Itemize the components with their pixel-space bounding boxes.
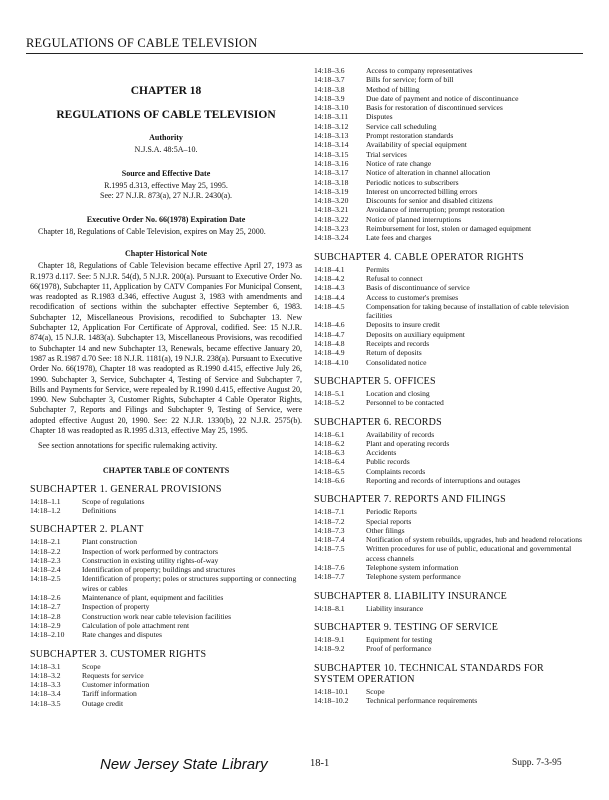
toc-row xyxy=(30,662,302,671)
section-title: Identification of property; poles or structures supporting or connecting wires or cables xyxy=(82,574,297,593)
toc-row xyxy=(314,448,584,457)
library-stamp: New Jersey State Library xyxy=(100,756,268,773)
toc-row xyxy=(314,430,584,439)
section-title: Public records xyxy=(366,457,410,467)
toc-row xyxy=(314,507,584,516)
toc-row xyxy=(314,526,584,535)
section-number: 14:18–1.2 xyxy=(30,505,61,515)
section-number: 14:18–4.1 xyxy=(314,264,345,274)
toc-row xyxy=(314,517,584,526)
section-title: Notification of system rebuilds, upgrades, hub and headend relocations xyxy=(366,535,582,545)
section-title: Identification of property; buildings and structures xyxy=(82,565,236,575)
toc-row xyxy=(30,671,302,680)
section-title: Equipment for testing xyxy=(366,634,433,644)
historical-note-text: Chapter 18, Regulations of Cable Television became effective April 27, 1973 as R.1973 d.117. See: 5 N.J.R. 54(d), 5 N.J.R. 200(a). Pursuant to Executive Order No. 66(1978), Subchapter 11, Application by CATV Companies For Municipal Consent, was readopted as R.1983 d.346, effective August 3, 1983 with amendments and recodification of sections within the subchapter effective September 6, 1983. Subchapter 12, Miscellaneous Provisions, recodified to Subchapter 13. New Subchapter 12, Application For Certificate of Approval, codified. See: 15 N.J.R. 874(a), 15 N.J.R. 1483(a). Subchapter 13, Miscellaneous Provisions, was recodified to Subchapter 14 and new Subchapter 13, Renewals, became effective January 20, 1987 as R.1987 d.70 See: 18 N.J.R. 1181(a), 19 N.J.R. 238(a). Pursuant to Executive Order No. 66(1978), Chapter 18 was readopted as R.1990 d.415, effective July 26, 1990. Subchapter 3, Service, Subchapter 4, Testing of Service and Subchapter 7, Bills and Payments for Service, were repealed by R.1990 d.415, effective August 20, 1990. New Subchapter 3, Customer Rights, Subchapter 4 Cable Operator Rights, Subchapter 7, Reports and Filings and Subchapter 9, Testing of Service, were adopted effective August 20, 1990. See: 22 N.J.R. 1330(b), 22 N.J.R. 2575(b). Chapter 18 was readopted as R.1995 d.313, effective May 25, 1995. xyxy=(30,261,302,436)
left-column xyxy=(30,66,302,708)
section-number: 14:18–1.1 xyxy=(30,496,61,506)
section-title: Bills for service; form of bill xyxy=(366,75,454,85)
subchapter-sections xyxy=(314,430,584,486)
section-title: Late fees and charges xyxy=(366,233,432,243)
section-number: 14:18–3.14 xyxy=(314,140,349,150)
section-title: Other filings xyxy=(366,525,405,535)
section-title: Inspection of property xyxy=(82,602,150,612)
section-title: Telephone system information xyxy=(366,563,459,573)
section-title: Deposits on auxiliary equipment xyxy=(366,329,465,339)
section-number: 14:18–3.10 xyxy=(314,103,349,113)
section-number: 14:18–4.9 xyxy=(314,348,345,358)
chapter-label: CHAPTER 18 xyxy=(130,85,202,97)
section-number: 14:18–3.3 xyxy=(30,680,61,690)
section-title: Trial services xyxy=(366,149,407,159)
toc-row xyxy=(314,94,584,103)
section-title: Customer information xyxy=(82,680,150,690)
section-number: 14:18–10.2 xyxy=(314,695,349,705)
authority-text: N.J.S.A. 48:5A–10. xyxy=(134,145,198,154)
toc-row xyxy=(314,196,584,205)
section-title: Notice of rate change xyxy=(366,158,432,168)
section-number: 14:18–6.2 xyxy=(314,438,345,448)
section-title: Reimbursement for lost, stolen or damaged equipment xyxy=(366,224,532,234)
section-number: 14:18–3.4 xyxy=(30,689,61,699)
section-title: Return of deposits xyxy=(366,348,422,358)
subchapter-sections xyxy=(314,507,584,581)
section-number: 14:18–4.10 xyxy=(314,357,349,367)
section-number: 14:18–3.18 xyxy=(314,177,349,187)
toc-row xyxy=(314,140,584,149)
section-number: 14:18–7.1 xyxy=(314,507,345,517)
section-number: 14:18–2.2 xyxy=(30,546,61,556)
section-number: 14:18–6.4 xyxy=(314,457,345,467)
section-title: Scope xyxy=(366,686,385,696)
section-number: 14:18–10.1 xyxy=(314,686,349,696)
section-title: Disputes xyxy=(366,112,393,122)
subchapter-sections xyxy=(314,604,584,613)
toc-row xyxy=(30,689,302,698)
toc-right xyxy=(314,252,584,706)
section-number: 14:18–3.5 xyxy=(30,698,61,708)
section-title: Plant and operating records xyxy=(366,438,450,448)
section-number: 14:18–6.1 xyxy=(314,429,345,439)
toc-row xyxy=(314,112,584,121)
toc-row xyxy=(314,635,584,644)
section-number: 14:18–3.19 xyxy=(314,186,349,196)
section-number: 14:18–3.9 xyxy=(314,93,345,103)
section-title: Periodic Reports xyxy=(366,507,417,517)
toc-row xyxy=(314,75,584,84)
section-title: Scope xyxy=(82,661,101,671)
section-title: Inspection of work performed by contractors xyxy=(82,546,219,556)
toc-row xyxy=(314,439,584,448)
section-title: Refusal to connect xyxy=(366,273,423,283)
section-number: 14:18–3.12 xyxy=(314,121,349,131)
section-title: Requests for service xyxy=(82,670,144,680)
section-number: 14:18–7.5 xyxy=(314,544,345,554)
toc-row xyxy=(314,215,584,224)
toc-row xyxy=(314,358,584,367)
section-title: Proof of performance xyxy=(366,644,432,654)
toc-row xyxy=(314,131,584,140)
section-number: 14:18–4.5 xyxy=(314,301,345,311)
subchapter-sections xyxy=(30,537,302,639)
section-number: 14:18–3.8 xyxy=(314,84,345,94)
toc-row xyxy=(314,66,584,75)
section-title: Tariff information xyxy=(82,689,137,699)
section-title: Technical performance requirements xyxy=(366,695,478,705)
section-title: Definitions xyxy=(82,505,117,515)
section-title: Telephone system performance xyxy=(366,572,461,582)
section-number: 14:18–4.8 xyxy=(314,339,345,349)
section-number: 14:18–3.20 xyxy=(314,196,349,206)
supplement-date: Supp. 7-3-95 xyxy=(512,758,562,768)
section-title: Due date of payment and notice of discontinuance xyxy=(366,93,519,103)
toc-row xyxy=(314,572,584,581)
section-title: Construction work near cable television facilities xyxy=(82,611,232,621)
toc-row xyxy=(30,621,302,630)
toc-row xyxy=(314,168,584,177)
section-title: Plant construction xyxy=(82,537,138,547)
toc-row xyxy=(30,565,302,574)
section-title: Interest on uncorrected billing errors xyxy=(366,186,478,196)
section-title: Method of billing xyxy=(366,84,420,94)
toc-row xyxy=(30,593,302,602)
toc-row xyxy=(30,537,302,546)
toc-row xyxy=(314,187,584,196)
subchapter-sections xyxy=(314,687,584,706)
section-number: 14:18–2.5 xyxy=(30,574,61,584)
section-number: 14:18–4.7 xyxy=(314,329,345,339)
subchapter-heading: SUBCHAPTER 4. CABLE OPERATOR RIGHTS xyxy=(314,251,524,263)
section-number: 14:18–3.23 xyxy=(314,224,349,234)
section-title: Liability insurance xyxy=(366,603,424,613)
toc-row xyxy=(314,233,584,242)
toc-row xyxy=(314,348,584,357)
section-title: Permits xyxy=(366,264,390,274)
subchapter-sections xyxy=(314,265,584,367)
section-number: 14:18–4.4 xyxy=(314,292,345,302)
section-title: Basis of discontinuance of service xyxy=(366,283,470,293)
section-number: 14:18–6.3 xyxy=(314,448,345,458)
subchapter-heading: SUBCHAPTER 3. CUSTOMER RIGHTS xyxy=(30,648,207,660)
section-number: 14:18–9.2 xyxy=(314,644,345,654)
source-line-1: R.1995 d.313, effective May 25, 1995. xyxy=(104,181,228,190)
page-number: 18-1 xyxy=(310,758,330,769)
section-title: Rate changes and disputes xyxy=(82,630,162,640)
authority-heading: Authority xyxy=(149,133,183,142)
subchapter-heading: SUBCHAPTER 10. TECHNICAL STANDARDS FOR SYSTEM OPERATION xyxy=(314,662,544,685)
section-number: 14:18–7.4 xyxy=(314,535,345,545)
section-title: Notice of alteration in channel allocation xyxy=(366,168,491,178)
toc-row xyxy=(30,612,302,621)
subchapter-heading: SUBCHAPTER 2. PLANT xyxy=(30,524,144,536)
toc-row xyxy=(314,122,584,131)
section-number: 14:18–5.1 xyxy=(314,388,345,398)
toc-row xyxy=(30,556,302,565)
section-number: 14:18–3.17 xyxy=(314,168,349,178)
section-number: 14:18–3.11 xyxy=(314,112,349,122)
section-number: 14:18–3.15 xyxy=(314,149,349,159)
section-title: Accidents xyxy=(366,448,397,458)
subchapter-sections xyxy=(30,662,302,708)
toc-row xyxy=(314,178,584,187)
section-number: 14:18–9.1 xyxy=(314,634,345,644)
section-number: 14:18–2.7 xyxy=(30,602,61,612)
section-title: Periodic notices to subscribers xyxy=(366,177,459,187)
subchapter-heading: SUBCHAPTER 7. REPORTS AND FILINGS xyxy=(314,494,506,506)
section-number: 14:18–7.7 xyxy=(314,572,345,582)
executive-order-text: Chapter 18, Regulations of Cable Television, expires on May 25, 2000. xyxy=(38,227,266,236)
section-number: 14:18–2.8 xyxy=(30,611,61,621)
section-number: 14:18–2.10 xyxy=(30,630,65,640)
section-number: 14:18–2.4 xyxy=(30,565,61,575)
section-title: Availability of special equipment xyxy=(366,140,467,150)
section-title: Special reports xyxy=(366,516,412,526)
section-number: 14:18–4.3 xyxy=(314,283,345,293)
toc-row xyxy=(314,398,584,407)
toc-left xyxy=(30,484,302,708)
subchapter-heading: SUBCHAPTER 8. LIABILITY INSURANCE xyxy=(314,590,507,602)
section-title: Calculation of pole attachment rent xyxy=(82,620,190,630)
section-title: Access to company representatives xyxy=(366,66,473,75)
toc-row xyxy=(314,293,584,302)
section-title: Outage credit xyxy=(82,698,124,708)
toc-row xyxy=(314,224,584,233)
toc-row xyxy=(314,535,584,544)
toc-row xyxy=(314,339,584,348)
section-title: Construction in existing utility rights-of-way xyxy=(82,555,219,565)
section-number: 14:18–3.21 xyxy=(314,205,349,215)
section-number: 14:18–6.5 xyxy=(314,466,345,476)
section-title: Availability of records xyxy=(366,429,435,439)
toc-row xyxy=(314,274,584,283)
toc-row xyxy=(30,497,302,506)
section-number: 14:18–2.9 xyxy=(30,620,61,630)
section-number: 14:18–3.1 xyxy=(30,661,61,671)
toc-row xyxy=(314,265,584,274)
section-title: Avoidance of interruption; prompt restoration xyxy=(366,205,505,215)
toc-row xyxy=(30,699,302,708)
header-rule xyxy=(26,53,583,54)
section-number: 14:18–2.3 xyxy=(30,555,61,565)
section-title: Written procedures for use of public, educational and governmental access channels xyxy=(366,544,572,563)
section-title: Receipts and records xyxy=(366,339,430,349)
subchapter-sections xyxy=(314,635,584,654)
historical-note-see-also: See section annotations for specific rulemaking activity. xyxy=(38,441,218,451)
toc-row xyxy=(314,283,584,292)
section-number: 14:18–3.16 xyxy=(314,158,349,168)
toc-row xyxy=(314,687,584,696)
section-number: 14:18–8.1 xyxy=(314,603,345,613)
toc-row xyxy=(314,85,584,94)
source-heading: Source and Effective Date xyxy=(121,169,211,178)
subchapter-heading: SUBCHAPTER 1. GENERAL PROVISIONS xyxy=(30,483,222,495)
toc-row xyxy=(30,547,302,556)
subchapter-sections xyxy=(30,497,302,516)
right-column xyxy=(314,66,584,705)
section-title: Complaints records xyxy=(366,466,426,476)
section-number: 14:18–3.2 xyxy=(30,670,61,680)
toc-row xyxy=(314,103,584,112)
toc-row xyxy=(314,467,584,476)
subchapter-heading: SUBCHAPTER 6. RECORDS xyxy=(314,416,442,428)
section-number: 14:18–3.22 xyxy=(314,214,349,224)
toc-row xyxy=(30,630,302,639)
toc-row xyxy=(314,457,584,466)
section-number: 14:18–6.6 xyxy=(314,475,345,485)
section-number: 14:18–2.6 xyxy=(30,593,61,603)
section-title: Compensation for taking because of installation of cable television facilities xyxy=(366,301,569,321)
toc-row xyxy=(314,330,584,339)
section-number: 14:18–7.3 xyxy=(314,525,345,535)
running-head: REGULATIONS OF CABLE TELEVISION xyxy=(26,36,258,50)
historical-note-heading: Chapter Historical Note xyxy=(124,249,208,259)
toc-row xyxy=(314,389,584,398)
toc-row xyxy=(314,302,584,321)
section-number: 14:18–7.2 xyxy=(314,516,345,526)
section-title: Service call scheduling xyxy=(366,121,437,131)
section-number: 14:18–3.7 xyxy=(314,75,345,85)
toc-row xyxy=(30,574,302,593)
toc-row xyxy=(314,320,584,329)
section-title: Notice of planned interruptions xyxy=(366,214,462,224)
section-number: 14:18–3.13 xyxy=(314,131,349,141)
section-title: Reporting and records of interruptions and outages xyxy=(366,475,521,485)
toc-row xyxy=(314,563,584,572)
section-title: Prompt restoration standards xyxy=(366,131,454,141)
subchapter-heading: SUBCHAPTER 5. OFFICES xyxy=(314,375,436,387)
section-title: Consolidated notice xyxy=(366,357,427,367)
section-title: Personnel to be contacted xyxy=(366,398,444,408)
toc-row xyxy=(314,205,584,214)
toc-row xyxy=(314,544,584,563)
toc-row xyxy=(314,696,584,705)
toc-row xyxy=(30,602,302,611)
chapter-title: REGULATIONS OF CABLE TELEVISION xyxy=(56,109,276,121)
toc-row xyxy=(314,644,584,653)
section-number: 14:18–7.6 xyxy=(314,563,345,573)
section-number: 14:18–3.24 xyxy=(314,233,349,243)
section-title: Maintenance of plant, equipment and facilities xyxy=(82,593,224,603)
section-number: 14:18–3.6 xyxy=(314,66,345,75)
toc-row xyxy=(314,476,584,485)
section-title: Discounts for senior and disabled citizens xyxy=(366,196,493,206)
section-title: Location and closing xyxy=(366,388,430,398)
toc-row xyxy=(30,680,302,689)
toc-row xyxy=(314,159,584,168)
section-title: Scope of regulations xyxy=(82,496,145,506)
section-number: 14:18–2.1 xyxy=(30,537,61,547)
section-title: Deposits to insure credit xyxy=(366,320,441,330)
subchapter-sections xyxy=(314,389,584,408)
toc-row xyxy=(314,604,584,613)
section-number: 14:18–5.2 xyxy=(314,398,345,408)
section-title: Access to customer's premises xyxy=(366,292,459,302)
source-line-2: See: 27 N.J.R. 873(a), 27 N.J.R. 2430(a). xyxy=(100,191,232,200)
subchapter-heading: SUBCHAPTER 9. TESTING OF SERVICE xyxy=(314,621,499,633)
toc-row xyxy=(314,150,584,159)
toc-continued xyxy=(314,66,584,243)
section-number: 14:18–4.2 xyxy=(314,273,345,283)
executive-order-heading: Executive Order No. 66(1978) Expiration Date xyxy=(86,215,246,224)
section-number: 14:18–4.6 xyxy=(314,320,345,330)
toc-heading: CHAPTER TABLE OF CONTENTS xyxy=(102,465,230,475)
section-title: Basis for restoration of discontinued services xyxy=(366,103,503,113)
toc-row xyxy=(30,506,302,515)
